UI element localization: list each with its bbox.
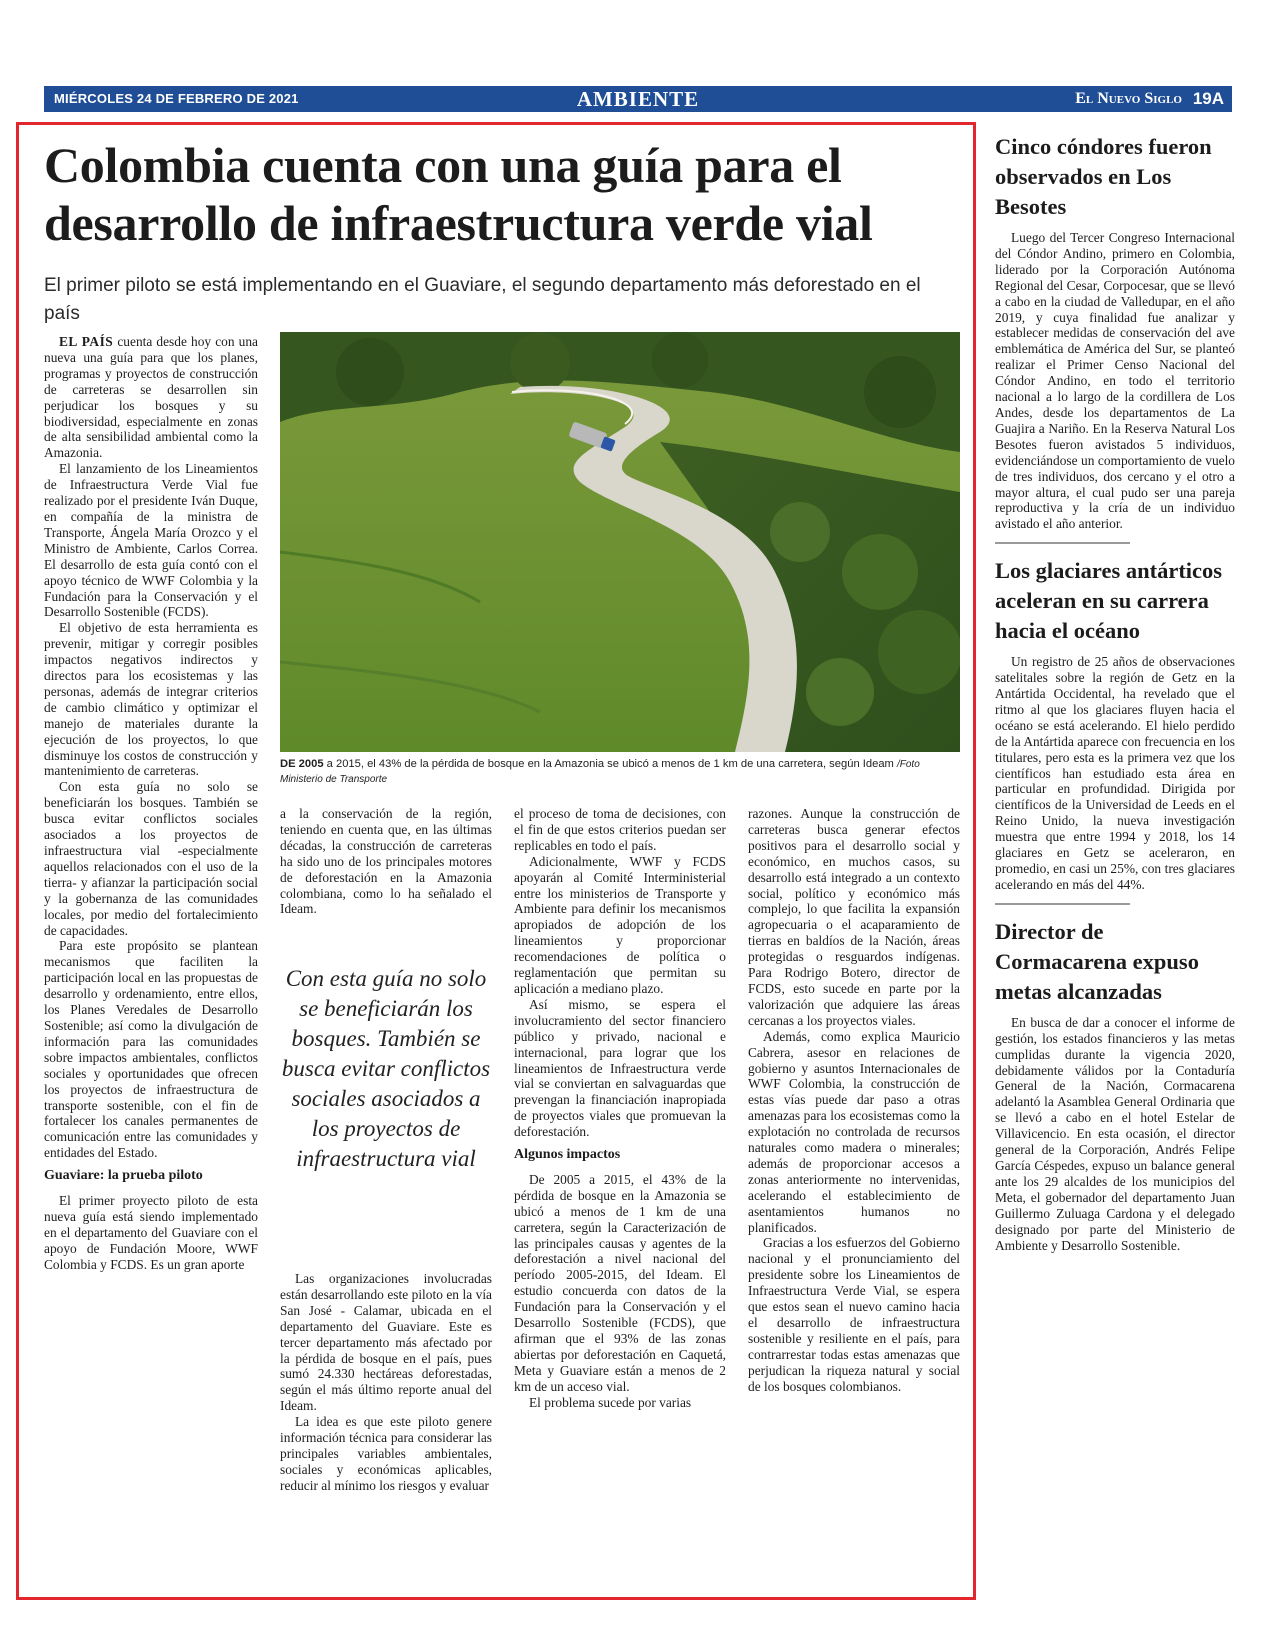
article-column-2-lower xyxy=(280,1271,492,1494)
paragraph: De 2005 a 2015, el 43% de la pérdida de bosque en la Amazonia se ubicó a menos de 1 km de una carretera, según la Caracterización de las principales causas y agentes de la deforestación a nivel nacional del período 2005-2015, del Ideam. El estudio concuerda con datos de la Fundación para la Conservación y el Desarrollo Sostenible (FCDS), que afirman que el 93% de las zonas abiertas por deforestación en Caquetá, Meta y Guaviare están a menos de 2 km de un acceso vial. xyxy=(514,1171,726,1394)
section-subhead: Algunos impactos xyxy=(514,1147,621,1163)
article-photo xyxy=(280,332,960,752)
paragraph-text: cuenta desde hoy con una nueva una guía para que los planes, programas y proyectos de construcción de carreteras se desarrollen sin perjudicar los bosques y su biodiversidad, especialmente en zonas de alta sensibilidad ambiental como la Amazonia. xyxy=(44,334,258,461)
divider xyxy=(995,903,1130,905)
article-subhead: El primer piloto se está implementando en el Guaviare, el segundo departamento más deforestado en el país xyxy=(44,275,921,324)
paragraph: El lanzamiento de los Lineamientos de Infraestructura Verde Vial fue realizado por el presidente Iván Duque, en compañía de la ministra de Transporte, Ángela María Orozco y el Ministro de Ambiente, Carlos Correa. El desarrollo de esta guía contó con el apoyo técnico de WWF Colombia y la Fundación para la Conservación y el Desarrollo Sostenible (FCDS). xyxy=(44,461,258,620)
article-column-4 xyxy=(748,806,960,1395)
paragraph: Adicionalmente, WWF y FCDS apoyarán al Comité Interministerial entre los ministerios de Transporte y Ambiente para definir los mecanismos apropiados de adopción de los lineamientos y proporcionar recomendaciones de política o reglamentación que permitan su aplicación a mediano plazo. xyxy=(514,853,726,996)
page-number: 19A xyxy=(1192,89,1224,108)
paragraph: Con esta guía no solo se beneficiarán los bosques. También se busca evitar conflictos sociales asociados a los proyectos de infraestructura vial -especialmente aquellos relacionados con el uso de la tierra- y afianzar la participación social y la gobernanza de las comunidades locales, por medio del fortalecimiento de capacidades. xyxy=(44,779,258,938)
publication-name: El Nuevo Siglo xyxy=(1075,90,1182,107)
paragraph: El objetivo de esta herramienta es prevenir, mitigar y corregir posibles impactos negativos indirectos y directos para los ecosistemas y las personas, además de integrar criterios de cambio climático y optimizar el manejo de materiales durante la ejecución de los proyectos, lo que disminuye los costos de construcción y mantenimiento de carreteras. xyxy=(44,620,258,779)
divider xyxy=(995,542,1130,544)
paragraph: La idea es que este piloto genere información técnica para considerar las principales variables ambientales, sociales y económicas aplicables, reducir al mínimo los riesgos y evaluar xyxy=(280,1414,492,1493)
photo-credit: /Foto Ministerio de Transporte xyxy=(280,759,920,785)
paragraph: el proceso de toma de decisiones, con el fin de que estos criterios puedan ser replicables en todo el país. xyxy=(514,806,726,853)
brief-cormacarena xyxy=(995,917,1235,1254)
section-subhead: Guaviare: la prueba piloto xyxy=(44,1168,203,1184)
photo-caption xyxy=(280,757,960,787)
brief-condores xyxy=(995,132,1235,532)
page-header-bar xyxy=(44,86,1232,112)
section-title: AMBIENTE xyxy=(576,87,700,111)
brief-glaciares xyxy=(995,556,1235,893)
article-column-2 xyxy=(280,806,492,917)
article-column-1 xyxy=(44,334,258,1273)
article-headline: Colombia cuenta con una guía para el desarrollo de infraestructura verde vial xyxy=(44,137,873,251)
issue-date: MIÉRCOLES 24 DE FEBRERO DE 2021 xyxy=(54,91,299,106)
paragraph: Para este propósito se plantean mecanismos que faciliten la participación local en las propuestas de desarrollo y ordenamiento, entre ellos, los Planes Veredales de Desarrollo Sostenible; así como la divulgación de información para las comunidades sobre impactos ambientales, conflictos sociales y oportunidades que ofrecen los proyectos de infraestructura de transporte sostenible, con el fin de fortalecer los canales permanentes de comunicación entre las comunidades y entidades del Estado. xyxy=(44,938,258,1161)
paragraph: Así mismo, se espera el involucramiento del sector financiero público y privado, nacional e internacional, para lograr que los lineamientos de Infraestructura verde vial se conviertan en salvaguardas que prevengan la financiación inapropiada de proyectos viales que promuevan la deforestación. xyxy=(514,996,726,1140)
caption-text: a 2015, el 43% de la pérdida de bosque en la Amazonia se ubicó a menos de 1 km de una carretera, según Ideam xyxy=(323,758,894,770)
brief-body: Luego del Tercer Congreso Internacional del Cóndor Andino, primero en Colombia, liderado por la Corporación Autónoma Regional del Cesar, Corpocesar, que se llevó a cabo en la ciudad de Valledupar, en el año 2019, y cuya finalidad fue analizar y establecer medidas de conservación del ave emblemática de América del Sur, se planteó realizar el Primer Censo Nacional del Cóndor Andino, en todo el territorio nacional a lo largo de la cordillera de Los Andes, desde los departamentos de La Guajira a Nariño. En la Reserva Natural Los Besotes fueron avistados 5 individuos, evidenciándose un comportamiento de vuelo de tres individuos, dos cercano y el otro a mayor altura, el cual pudo ser una pareja reproductiva y la cría de un individuo avistado el año anterior. xyxy=(995,230,1235,532)
lead-caps: EL PAÍS xyxy=(59,334,114,349)
sidebar-briefs xyxy=(995,132,1235,1253)
paragraph xyxy=(44,334,258,461)
paragraph: El primer proyecto piloto de esta nueva guía está siendo implementado en el departamento del Guaviare con el apoyo de Fundación Moore, WWF Colombia y FCDS. Es un gran aporte xyxy=(44,1193,258,1272)
road-landscape-image xyxy=(280,332,960,752)
caption-lead: DE 2005 xyxy=(280,758,324,770)
paragraph: El problema sucede por varias xyxy=(529,1394,692,1410)
paragraph: Las organizaciones involucradas están desarrollando este piloto en la vía San José - Calamar, ubicada en el departamento del Guaviare. Este es tercer departamento más afectado por la pérdida de bosque en el país, pues sumó 24.330 hectáreas deforestadas, según el más último reporte anual del Ideam. xyxy=(280,1271,492,1414)
brief-title: Cinco cóndores fueron observados en Los Besotes xyxy=(995,134,1212,219)
paragraph: a la conservación de la región, teniendo en cuenta que, en las últimas décadas, la construcción de carreteras ha sido uno de los principales motores de deforestación en la Amazonia colombiana, como lo ha señalado el Ideam. xyxy=(280,806,492,917)
brief-body: En busca de dar a conocer el informe de gestión, los estados financieros y las metas cumplidas durante la vigencia 2020, debidamente válidos por la Contaduría General de la Nación, Cormacarena adelantó la Asamblea General Ordinaria que se llevó a cabo en el hotel Estelar de Villavicencio. En esta ocasión, el director general de la Corporación, Andrés Felipe García Céspedes, expuso un balance general ante los 29 alcaldes de los municipios del Meta, el gobernador del departamento Juan Guillermo Zuluaga Cardona y el delegado designado por parte del Ministerio de Ambiente y Desarrollo Sostenible. xyxy=(995,1014,1235,1253)
pull-quote: Con esta guía no solo se beneficiarán los bosques. También se busca evitar conflictos sociales asociados a los proyectos de infraestructura vial xyxy=(281,966,491,1171)
paragraph: Gracias a los esfuerzos del Gobierno nacional y el pronunciamiento del presidente sobre los Lineamientos de Infraestructura Verde Vial, se espera que estos sean el nuevo camino hacia el desarrollo de infraestructura sostenible y resiliente en el país, para contrarrestar todas estas amenazas que perjudican la riqueza natural y social de los bosques colombianos. xyxy=(748,1235,960,1394)
paragraph: Además, como explica Mauricio Cabrera, asesor en relaciones de gobierno y asuntos Internacionales de WWF Colombia, la construcción de estas vías puede dar paso a otras amenazas para los ecosistemas como la explotación no controlada de recursos naturales como madera o minerales; además de proporcionar accesos a zonas anteriormente no intervenidas, acelerando el establecimiento de asentamientos humanos no planificados. xyxy=(748,1028,960,1235)
article-column-3 xyxy=(514,806,726,1411)
brief-title: Director de Cormacarena expuso metas alcanzadas xyxy=(995,918,1199,1004)
brief-body: Un registro de 25 años de observaciones satelitales sobre la región de Getz en la Antártida Occidental, ha revelado que el ritmo al que los glaciares fluyen hacia el océano se está acelerando. El hielo perdido de la Antártida aparece con frecuencia en los titulares, pero esta es la primera vez que los científicos han estudiado esta área en particular en profundidad. Dirigida por científicos de la Universidad de Leeds en el Reino Unido, la nueva investigación muestra que entre 1994 y 2018, los 14 glaciares en Getz se aceleraron, en promedio, en casi un 25%, con tres glaciares acelerando en más del 44%. xyxy=(995,654,1235,892)
brief-title: Los glaciares antárticos aceleran en su carrera hacia el océano xyxy=(995,558,1223,644)
paragraph: razones. Aunque la construcción de carreteras busca generar efectos positivos para el desarrollo social y económico, en muchos casos, su desarrollo está integrado a un contexto social, político y económico más complejo, lo que facilita la expansión agropecuaria o el acaparamiento de tierras en baldíos de la Nación, áreas protegidas o resguardos indígenas. Para Rodrigo Botero, director de FCDS, esto sucede en parte por la valorización que adquiere las áreas cercanas a los proyectos viales. xyxy=(748,806,960,1028)
